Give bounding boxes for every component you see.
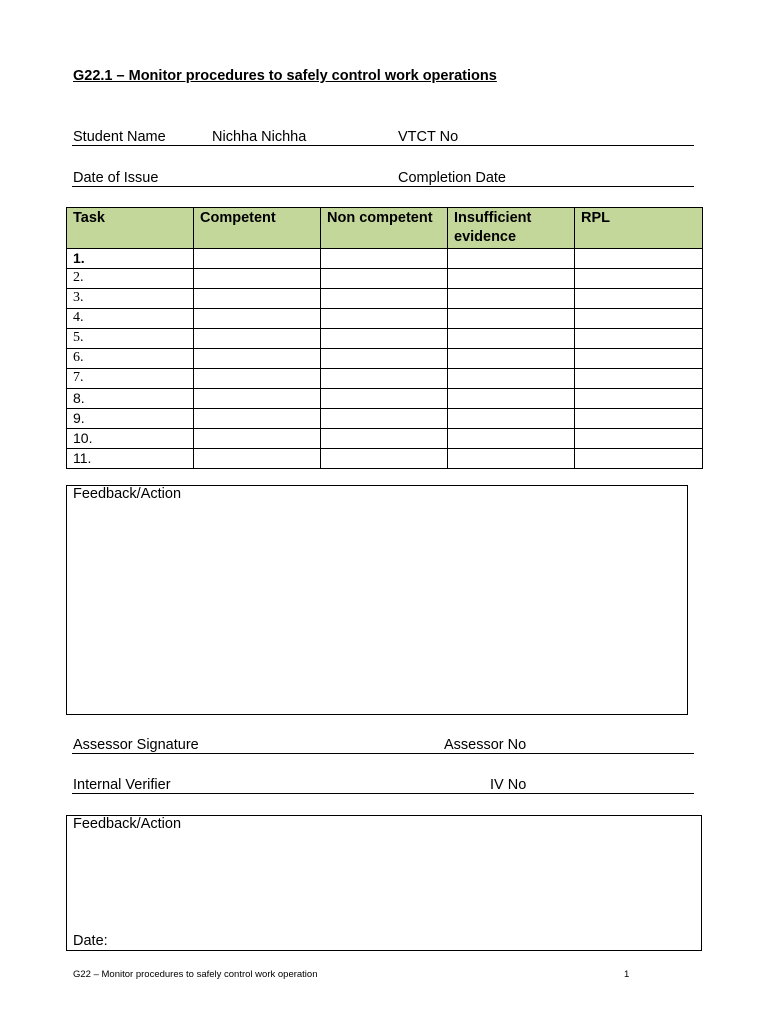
competent-cell[interactable] (194, 389, 321, 409)
table-header-row (67, 208, 703, 249)
task-number: 6. (67, 349, 194, 369)
insufficient-evidence-cell[interactable] (448, 289, 575, 309)
insufficient-evidence-cell[interactable] (448, 329, 575, 349)
task-number: 5. (67, 329, 194, 349)
competent-cell[interactable] (194, 449, 321, 469)
date-of-issue-label: Date of Issue (73, 170, 159, 186)
header-task: Task (67, 208, 194, 249)
non-competent-cell[interactable] (321, 369, 448, 389)
non-competent-cell[interactable] (321, 249, 448, 269)
rpl-cell[interactable] (575, 329, 703, 349)
verifier-feedback-box[interactable] (66, 815, 702, 951)
table-row (67, 369, 703, 389)
student-name-value[interactable]: Nichha Nichha (212, 129, 307, 145)
table-row (67, 389, 703, 409)
competent-cell[interactable] (194, 409, 321, 429)
task-number: 4. (67, 309, 194, 329)
feedback-action-label: Feedback/Action (73, 486, 182, 502)
header-non-competent: Non competent (321, 208, 448, 249)
competent-cell[interactable] (194, 429, 321, 449)
dates-row (72, 167, 694, 187)
insufficient-evidence-cell[interactable] (448, 389, 575, 409)
non-competent-cell[interactable] (321, 309, 448, 329)
table-row (67, 249, 703, 269)
page-number: 1 (624, 969, 630, 980)
insufficient-evidence-cell[interactable] (448, 409, 575, 429)
insufficient-evidence-cell[interactable] (448, 349, 575, 369)
date-label: Date: (73, 933, 108, 949)
table-row (67, 269, 703, 289)
task-number: 7. (67, 369, 194, 389)
rpl-cell[interactable] (575, 409, 703, 429)
task-number: 1. (67, 249, 194, 269)
insufficient-evidence-cell[interactable] (448, 369, 575, 389)
non-competent-cell[interactable] (321, 289, 448, 309)
table-row (67, 329, 703, 349)
table-row (67, 449, 703, 469)
table-row (67, 409, 703, 429)
assessor-no-label: Assessor No (444, 737, 527, 753)
task-number: 3. (67, 289, 194, 309)
table-row (67, 429, 703, 449)
table-row (67, 349, 703, 369)
assessment-table (66, 207, 703, 469)
table-row (67, 289, 703, 309)
internal-verifier-label: Internal Verifier (73, 777, 171, 793)
insufficient-evidence-cell[interactable] (448, 269, 575, 289)
competent-cell[interactable] (194, 249, 321, 269)
rpl-cell[interactable] (575, 309, 703, 329)
non-competent-cell[interactable] (321, 429, 448, 449)
non-competent-cell[interactable] (321, 409, 448, 429)
footer-text: G22 – Monitor procedures to safely control work operation (73, 969, 318, 980)
competent-cell[interactable] (194, 369, 321, 389)
insufficient-evidence-cell[interactable] (448, 309, 575, 329)
completion-date-label: Completion Date (398, 170, 506, 186)
non-competent-cell[interactable] (321, 389, 448, 409)
assessor-signature-label: Assessor Signature (73, 737, 199, 753)
rpl-cell[interactable] (575, 289, 703, 309)
header-competent: Competent (194, 208, 321, 249)
non-competent-cell[interactable] (321, 449, 448, 469)
header-insufficient-evidence: Insufficient evidence (448, 208, 575, 249)
competent-cell[interactable] (194, 329, 321, 349)
table-row (67, 309, 703, 329)
student-name-label: Student Name (73, 129, 166, 145)
rpl-cell[interactable] (575, 249, 703, 269)
task-number: 8. (67, 389, 194, 409)
feedback-action-box[interactable] (66, 485, 688, 715)
competent-cell[interactable] (194, 289, 321, 309)
assessor-row (72, 734, 694, 754)
rpl-cell[interactable] (575, 429, 703, 449)
internal-verifier-row (72, 774, 694, 794)
header-rpl: RPL (575, 208, 703, 249)
page-title: G22.1 – Monitor procedures to safely control work operations (73, 68, 497, 84)
feedback-action-label: Feedback/Action (73, 816, 182, 832)
competent-cell[interactable] (194, 309, 321, 329)
non-competent-cell[interactable] (321, 329, 448, 349)
task-number: 2. (67, 269, 194, 289)
task-number: 11. (67, 449, 194, 469)
rpl-cell[interactable] (575, 349, 703, 369)
rpl-cell[interactable] (575, 269, 703, 289)
rpl-cell[interactable] (575, 369, 703, 389)
student-name-row (72, 126, 694, 146)
task-number: 9. (67, 409, 194, 429)
rpl-cell[interactable] (575, 389, 703, 409)
competent-cell[interactable] (194, 269, 321, 289)
iv-no-label: IV No (490, 777, 527, 793)
non-competent-cell[interactable] (321, 349, 448, 369)
task-number: 10. (67, 429, 194, 449)
insufficient-evidence-cell[interactable] (448, 249, 575, 269)
insufficient-evidence-cell[interactable] (448, 449, 575, 469)
non-competent-cell[interactable] (321, 269, 448, 289)
competent-cell[interactable] (194, 349, 321, 369)
vtct-no-label: VTCT No (398, 129, 459, 145)
insufficient-evidence-cell[interactable] (448, 429, 575, 449)
rpl-cell[interactable] (575, 449, 703, 469)
